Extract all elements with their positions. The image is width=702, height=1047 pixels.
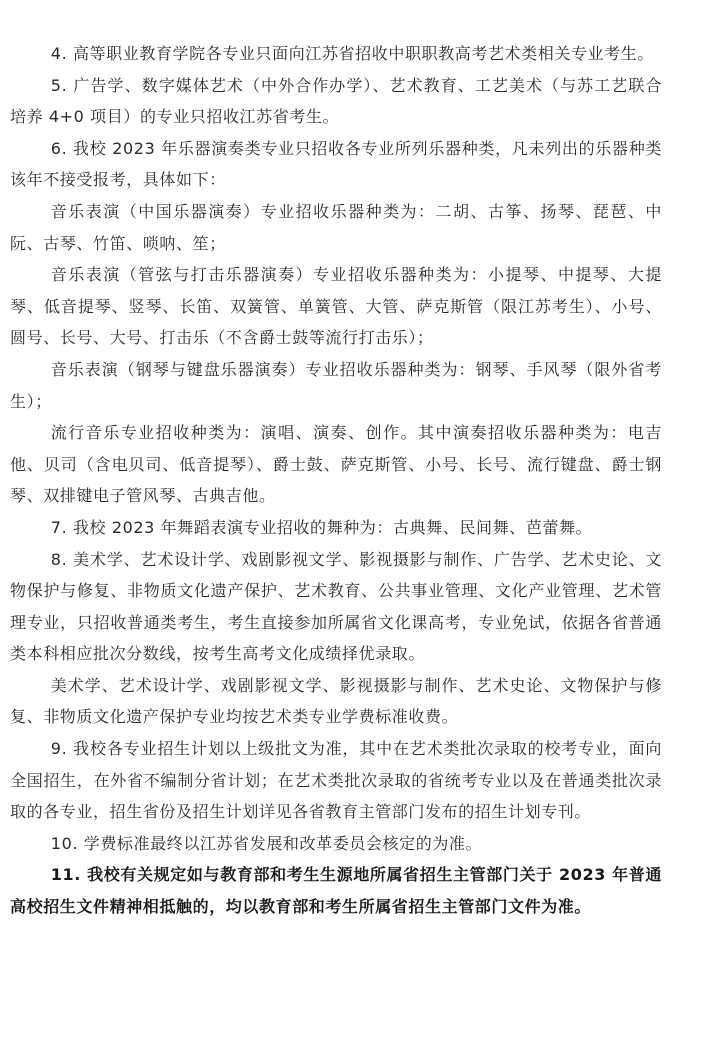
paragraph-item-6-instruments: 6. 我校 2023 年乐器演奏类专业只招收各专业所列乐器种类，凡未列出的乐器种类该年不接受报考，具体如下： <box>10 138 662 190</box>
paragraph-item-9-enrollment-plan: 9. 我校各专业招生计划以上级批文为准，其中在艺术类批次录取的校考专业，面向全国招生，在外省不编制分省计划；在艺术类批次录取的省统考专业以及在普通类批次录取的各专业，招生省份及招生计划详见各省教育主管部门发布的招生计划专刊。 <box>10 739 662 822</box>
paragraph-tuition-standard: 美术学、艺术设计学、戏剧影视文学、影视摄影与制作、艺术史论、文物保护与修复、非物质文化遗产保护专业均按艺术类专业学费标准收费。 <box>10 675 662 727</box>
paragraph-item-7-dance: 7. 我校 2023 年舞蹈表演专业招收的舞种为：古典舞、民间舞、芭蕾舞。 <box>50 517 593 537</box>
paragraph-item-10-tuition: 10. 学费标准最终以江苏省发展和改革委员会核定的为准。 <box>50 833 483 853</box>
paragraph-item-11-regulations: 11. 我校有关规定如与教育部和考生生源地所属省招生主管部门关于 2023 年普通高校招生文件精神相抵触的，均以教育部和考生所属省招生主管部门文件为准。 <box>10 865 662 917</box>
paragraph-keyboard-instruments: 音乐表演（钢琴与键盘乐器演奏）专业招收乐器种类为：钢琴、手风琴（限外省考生）； <box>10 359 662 411</box>
paragraph-orchestral-instruments: 音乐表演（管弦与打击乐器演奏）专业招收乐器种类为：小提琴、中提琴、大提琴、低音提琴、竖琴、长笛、双簧管、单簧管、大管、萨克斯管（限江苏考生）、小号、圆号、长号、大号、打击乐（不含爵士鼓等流行打击乐）； <box>10 265 662 348</box>
paragraph-item-8-general-students: 8. 美术学、艺术设计学、戏剧影视文学、影视摄影与制作、广告学、艺术史论、文物保护与修复、非物质文化遗产保护、艺术教育、公共事业管理、文化产业管理、艺术管理专业，只招收普通类考生，考生直接参加所属省文化课高考，专业免试，依据各省普通类本科相应批次分数线，按考生高考文化成绩择优录取。 <box>10 549 662 664</box>
document-body <box>10 38 662 923</box>
paragraph-pop-music: 流行音乐专业招收种类为：演唱、演奏、创作。其中演奏招收乐器种类为：电吉他、贝司（含电贝司、低音提琴）、爵士鼓、萨克斯管、小号、长号、流行键盘、爵士钢琴、双排键电子管风琴、古典吉他。 <box>10 423 662 506</box>
paragraph-item-5-jiangsu-only: 5. 广告学、数字媒体艺术（中外合作办学）、艺术教育、工艺美术（与苏工艺联合培养 4+0 项目）的专业只招收江苏省考生。 <box>10 75 662 127</box>
paragraph-chinese-instruments: 音乐表演（中国乐器演奏）专业招收乐器种类为：二胡、古筝、扬琴、琵琶、中阮、古琴、竹笛、唢呐、笙； <box>10 201 662 253</box>
paragraph-item-4-vocational: 4. 高等职业教育学院各专业只面向江苏省招收中职职教高考艺术类相关专业考生。 <box>50 44 654 63</box>
